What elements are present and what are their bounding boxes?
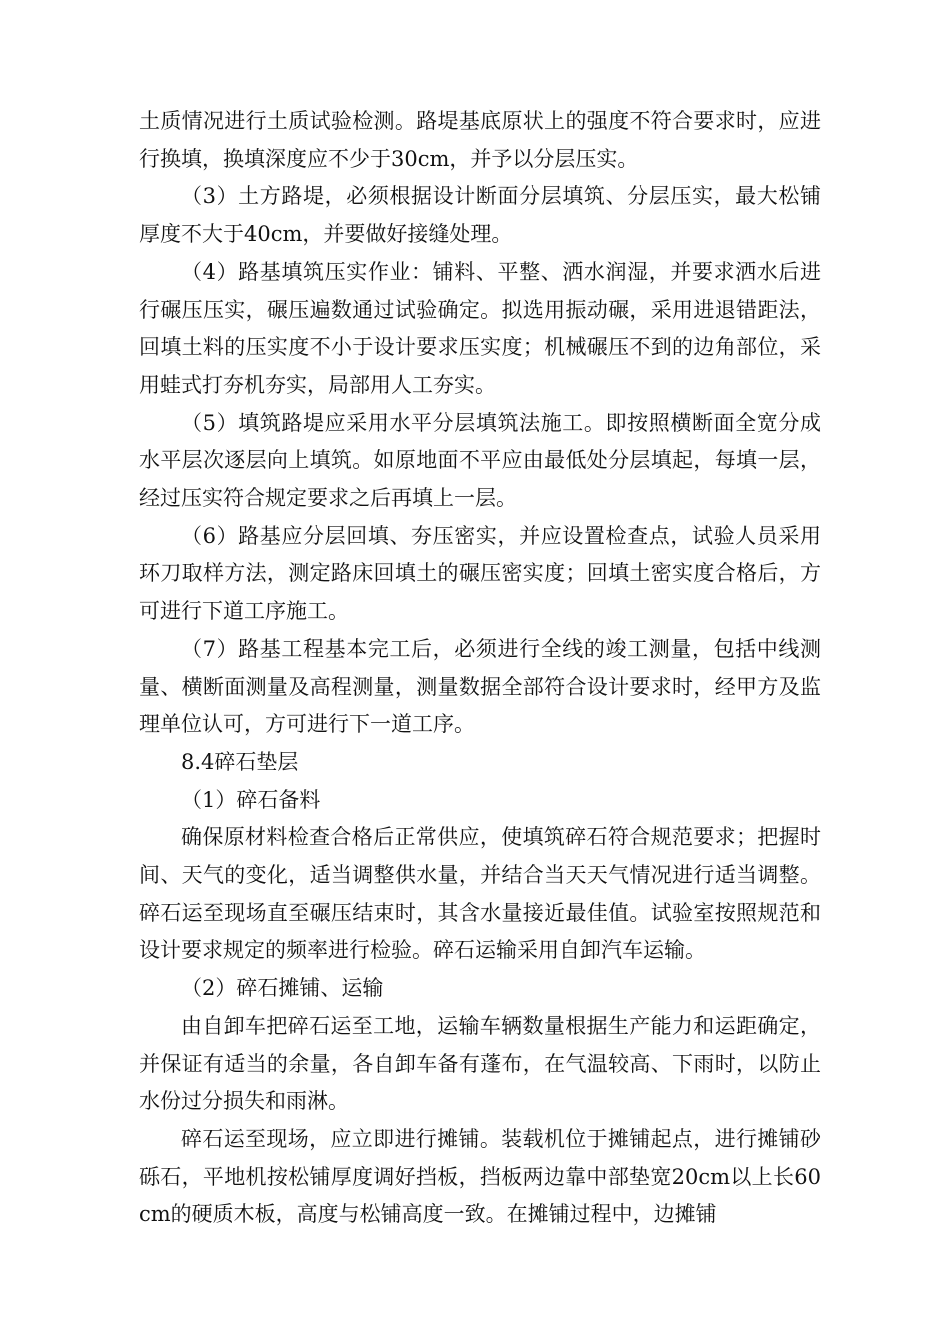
subsection-heading-1: （1）碎石备料 (181, 787, 321, 812)
paragraph-item-6: （6）路基应分层回填、夯压密实，并应设置检查点，试验人员采用环刀取样方法，测定路床回填土的碾压密实度；回填土密实度合格后，方可进行下道工序施工。 (139, 523, 821, 624)
paragraph-item-3: （3）土方路堤，必须根据设计断面分层填筑、分层压实，最大松铺厚度不大于40cm，并要做好接缝处理。 (139, 184, 821, 247)
paragraph-item-7: （7）路基工程基本完工后，必须进行全线的竣工测量，包括中线测量、横断面测量及高程测量，测量数据全部符合设计要求时，经甲方及监理单位认可，方可进行下一道工序。 (139, 636, 821, 737)
paragraph-gravel-prep: 确保原材料检查合格后正常供应，使填筑碎石符合规范要求；把握时间、天气的变化，适当调整供水量，并结合当天天气情况进行适当调整。碎石运至现场直至碾压结束时，其含水量接近最佳值。试验室按照规范和设计要求规定的频率进行检验。碎石运输采用自卸汽车运输。 (139, 825, 821, 963)
section-heading: 8.4碎石垫层 (181, 749, 299, 774)
paragraph-item-5: （5）填筑路堤应采用水平分层填筑法施工。即按照横断面全宽分成水平层次逐层向上填筑。如原地面不平应由最低处分层填起，每填一层，经过压实符合规定要求之后再填上一层。 (139, 410, 821, 511)
paragraph-item-4: （4）路基填筑压实作业：铺料、平整、洒水润湿，并要求洒水后进行碾压压实，碾压遍数通过试验确定。拟选用振动碾，采用进退错距法，回填土料的压实度不小于设计要求压实度；机械碾压不到的边角部位，采用蛙式打夯机夯实，局部用人工夯实。 (139, 259, 821, 397)
paragraph-continuation: 土质情况进行土质试验检测。路堤基底原状上的强度不符合要求时，应进行换填，换填深度应不少于30cm，并予以分层压实。 (139, 109, 821, 171)
document-page (139, 103, 821, 1234)
subsection-heading-2: （2）碎石摊铺、运输 (181, 976, 384, 1001)
paragraph-transport: 由自卸车把碎石运至工地，运输车辆数量根据生产能力和运距确定，并保证有适当的余量，各自卸车备有蓬布，在气温较高、下雨时，以防止水份过分损失和雨淋。 (139, 1013, 821, 1114)
paragraph-paving: 碎石运至现场，应立即进行摊铺。装载机位于摊铺起点，进行摊铺砂砾石，平地机按松铺厚度调好挡板，挡板两边靠中部垫宽20cm以上长60cm的硬质木板，高度与松铺高度一致。在摊铺过程中，边摊铺 (139, 1126, 821, 1227)
